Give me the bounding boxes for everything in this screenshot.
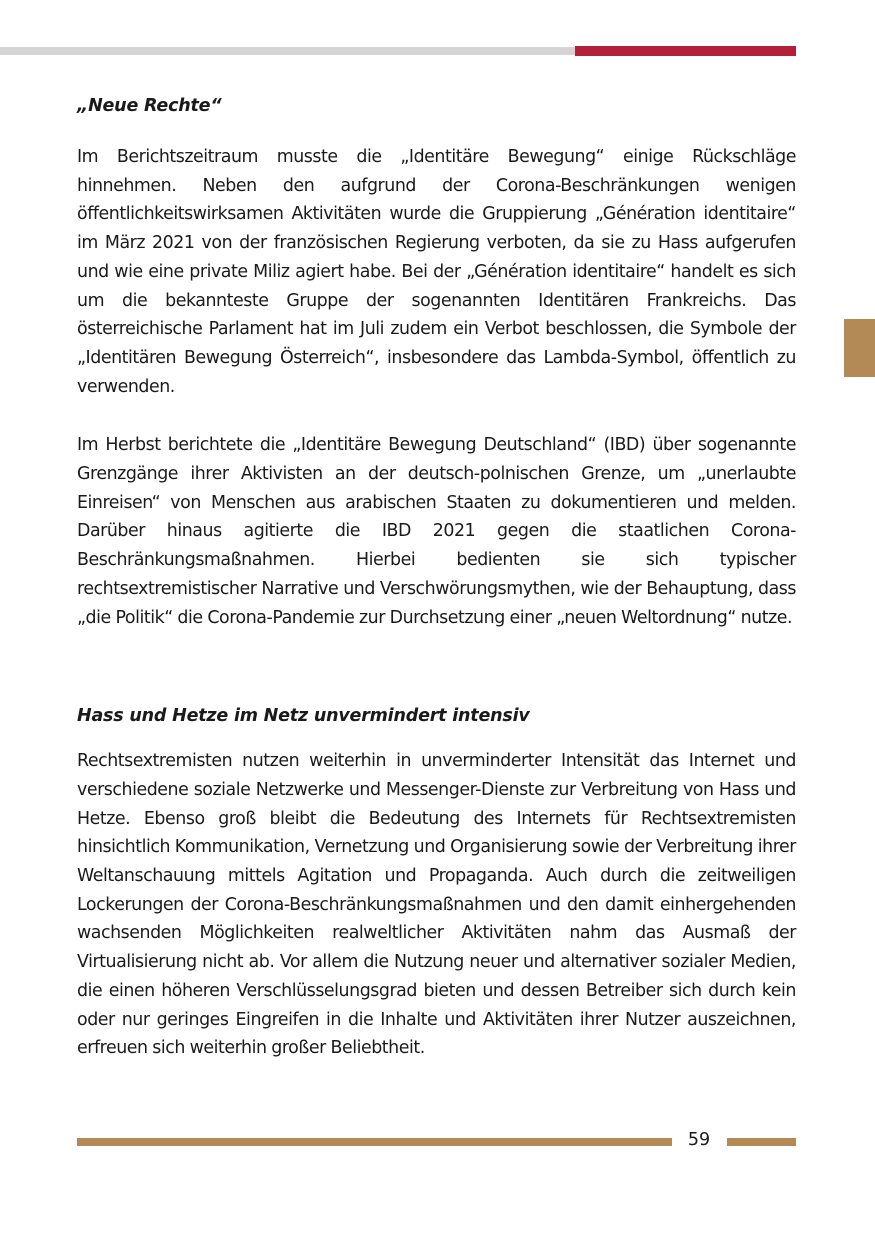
page-body: [77, 92, 796, 1063]
section-heading-hass-hetze: Hass und Hetze im Netz unvermindert intensiv: [77, 706, 530, 727]
paragraph-internet-rechtsextremisten: Rechtsextremisten nutzen weiterhin in unverminderter Intensität das Internet und verschiedene soziale Netzwerke und Messenger-Dienste zur Verbreitung von Hass und Hetze. Ebenso groß bleibt die Bedeutung des Internets für Rechtsextremisten hinsichtlich Kommunikation, Vernetzung und Organisierung sowie der Verbreitung ihrer Weltanschauung mittels Agitation und Propaganda. Auch durch die zeitweiligen Lockerungen der Corona-Beschränkungsmaßnahmen und den damit einhergehenden wachsenden Möglichkeiten realweltlicher Aktivitäten nahm das Ausmaß der Virtualisierung nicht ab. Vor allem die Nutzung neuer und alternativer sozialer Medien, die einen höheren Verschlüsselungsgrad bieten und dessen Betreiber sich durch kein oder nur geringes Eingreifen in die Inhalte und Aktivitäten ihrer Nutzer auszeichnen, erfreuen sich weiterhin großer Beliebtheit.: [77, 751, 796, 1059]
footer-rule-left: [77, 1138, 672, 1146]
section-heading-neue-rechte: „Neue Rechte“: [77, 96, 222, 116]
header-rule-grey: [0, 47, 575, 55]
page-number: 59: [687, 1130, 711, 1150]
paragraph-identitaere-bewegung: Im Berichtszeitraum musste die „Identitäre Bewegung“ einige Rückschläge hinnehmen. Neben den aufgrund der Corona-Beschränkungen wenigen öffentlichkeitswirksamen Aktivitäten wurde die Gruppierung „Génération identitaire“ im März 2021 von der französischen Regierung verboten, da sie zu Hass aufgerufen und wie eine private Miliz agiert habe. Bei der „Génération identitaire“ handelt es sich um die bekannteste Gruppe der sogenannten Identitären Frankreichs. Das österreichische Parlament hat im Juli zudem ein Verbot beschlossen, die Symbole der „Identitären Bewegung Österreich“, insbesondere das Lambda-Symbol, öffentlich zu verwenden.: [77, 147, 796, 397]
paragraph-ibd-herbst: Im Herbst berichtete die „Identitäre Bewegung Deutschland“ (IBD) über sogenannte Grenzgänge ihrer Aktivisten an der deutsch-polnischen Grenze, um „unerlaubte Einreisen“ von Menschen aus arabischen Staaten zu dokumentieren und melden. Darüber hinaus agitierte die IBD 2021 gegen die staatlichen Corona-Beschränkungsmaßnahmen. Hierbei bedienten sie sich typischer rechtsextremistischer Narrative und Verschwörungsmythen, wie der Behauptung, dass „die Politik“ die Corona-Pandemie zur Durchsetzung einer „neuen Weltordnung“ nutze.: [77, 435, 796, 628]
footer-rule-right: [727, 1138, 796, 1146]
header-rule-accent: [575, 46, 796, 56]
chapter-tab-marker: [844, 319, 875, 377]
